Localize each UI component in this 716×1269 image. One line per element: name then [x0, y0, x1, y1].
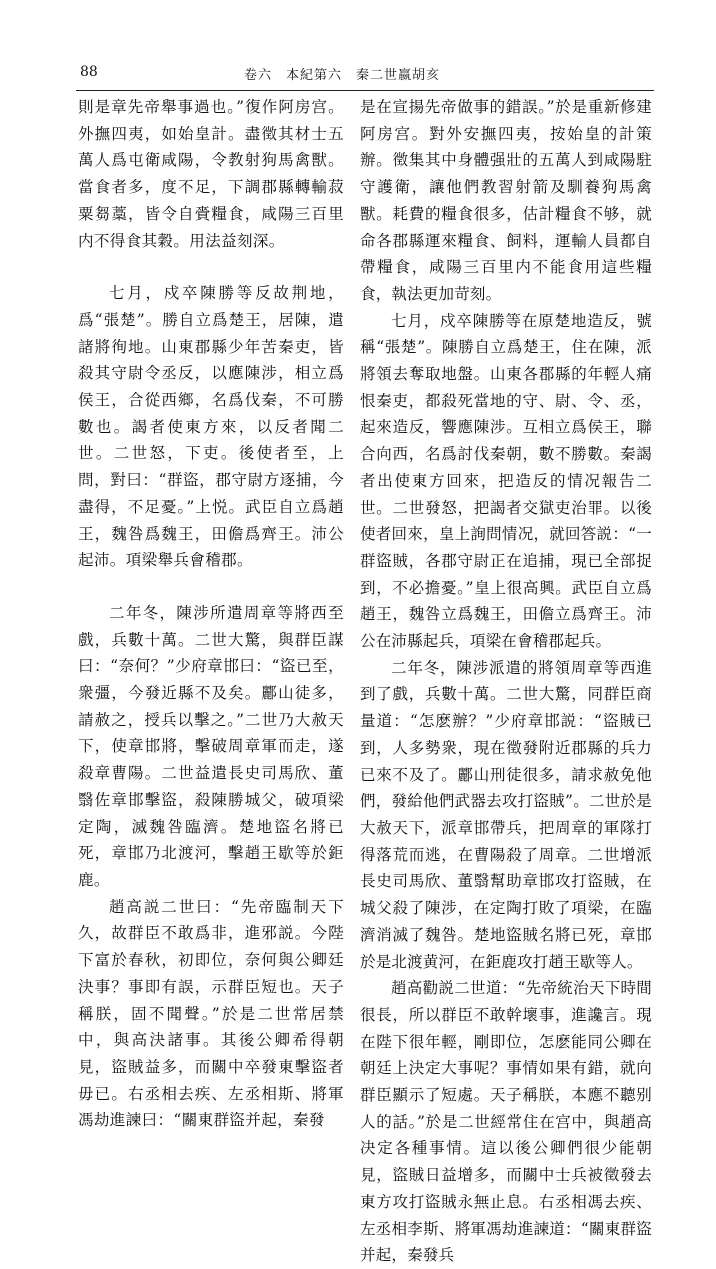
- classical-text-column: [78, 94, 344, 1134]
- translation-paragraph: 二年冬，陳涉派遣的將領周章等西進到了戲，兵數十萬。二世大驚，同群臣商量道：“怎麽辦？”少府章邯説：“盜賊已到，人多勢衆，現在徵發附近郡縣的兵力已來不及了。酈山刑徒很多，請求赦免他們，發給他們武器去攻打盜賊”。二世於是大赦天下，派章邯帶兵，把周章的軍隊打得落荒而逃，在曹陽殺了周章。二世增派長史司馬欣、董翳幫助章邯攻打盜賊，在城父殺了陳涉，在定陶打敗了項梁，在臨濟消滅了魏咎。楚地盜賊名將已死，章邯於是北渡黄河，在鉅鹿攻打趙王歇等人。: [360, 658, 652, 971]
- classical-paragraph: 則是章先帝舉事過也。”復作阿房宫。外撫四夷，如始皇計。盡徵其材士五萬人爲屯衛咸陽，令教射狗馬禽獸。當食者多，度不足，下調郡縣轉輸菽粟芻藁，皆令自賫糧食，咸陽三百里内不得食其穀。用法益刻深。: [78, 98, 344, 250]
- modern-translation-column: [360, 94, 652, 1269]
- translation-paragraph: 趙高勸説二世道：“先帝統治天下時間很長，所以群臣不敢幹壞事，進讒言。現在陛下很年輕，剛即位，怎麽能同公卿在朝廷上決定大事呢？事情如果有錯，就向群臣顯示了短處。天子稱朕，本應不聽别人的話。”於是二世經常住在宫中，與趙高决定各種事情。這以後公卿們很少能朝見，盜賊日益增多，而關中士兵被徵發去東方攻打盜賊永無止息。右丞相馮去疾、左丞相李斯、將軍馮劫進諫道：“關東群盜并起，秦發兵: [360, 979, 652, 1265]
- page-header: [76, 62, 654, 84]
- classical-paragraph: 趙高説二世曰：“先帝臨制天下久，故群臣不敢爲非，進邪説。今陛下富於春秋，初即位，奈何與公卿廷決事？事即有誤，示群臣短也。天子稱朕，固不聞聲。”於是二世常居禁中，與高決諸事。其後公卿希得朝見，盜賊益多，而關中卒發東擊盜者毋已。右丞相去疾、左丞相斯、將軍馮劫進諫曰：“關東群盜并起，秦發: [78, 897, 344, 1130]
- page-number: 88: [80, 64, 98, 80]
- header-rule: [76, 90, 654, 91]
- classical-paragraph: 二年冬，陳涉所遣周章等將西至戲，兵數十萬。二世大驚，與群臣謀曰：“奈何？”少府章邯曰：“盜已至，衆彊，今發近縣不及矣。酈山徒多，請赦之，授兵以擊之。”二世乃大赦天下，使章邯將，擊破周章軍而走，遂殺章曹陽。二世益遣長史司馬欣、董翳佐章邯擊盜，殺陳勝城父，破項梁定陶，滅魏咎臨濟。楚地盜名將已死，章邯乃北渡河，擊趙王歇等於鉅鹿。: [78, 603, 344, 889]
- translation-paragraph: 是在宣揚先帝做事的錯誤。”於是重新修建阿房宫。對外安撫四夷，按始皇的計策辦。徵集其中身體强壯的五萬人到咸陽駐守護衛，讓他們教習射箭及馴養狗馬禽獸。耗費的糧食很多，估計糧食不够，就命各郡縣運來糧食、飼料，運輸人員都自帶糧食，咸陽三百里内不能食用這些糧食，執法更加苛刻。: [360, 98, 652, 303]
- translation-paragraph: 七月，戍卒陳勝等在原楚地造反，號稱“張楚”。陳勝自立爲楚王，住在陳，派將領去奪取地盤。山東各郡縣的年輕人痛恨秦吏，都殺死當地的守、尉、令、丞，起來造反，響應陳涉。互相立爲侯王，聯合向西，名爲討伐秦朝，數不勝數。秦謁者出使東方回來，把造反的情况報告二世。二世發怒，把謁者交獄吏治罪。以後使者回來，皇上詢問情况，就回答説：“一群盜賊，各郡守尉正在追捕，現已全部捉到，不必擔憂。”皇上很高興。武臣自立爲趙王，魏咎立爲魏王，田儋立爲齊王。沛公在沛縣起兵，項梁在會稽郡起兵。: [360, 311, 652, 651]
- classical-paragraph: 七月，戍卒陳勝等反故荆地，爲“張楚”。勝自立爲楚王，居陳，遣諸將徇地。山東郡縣少年苦秦吏，皆殺其守尉令丞反，以應陳涉，相立爲侯王，合從西鄉，名爲伐秦，不可勝數也。謁者使東方來，以反者聞二世。二世怒，下吏。後使者至，上問，對曰：“群盜，郡守尉方逐捕，今盡得，不足憂。”上悦。武臣自立爲趙王，魏咎爲魏王，田儋爲齊王。沛公起沛。項梁舉兵會稽郡。: [78, 284, 344, 570]
- running-head: 卷六 本紀第六 秦二世嬴胡亥: [244, 68, 441, 83]
